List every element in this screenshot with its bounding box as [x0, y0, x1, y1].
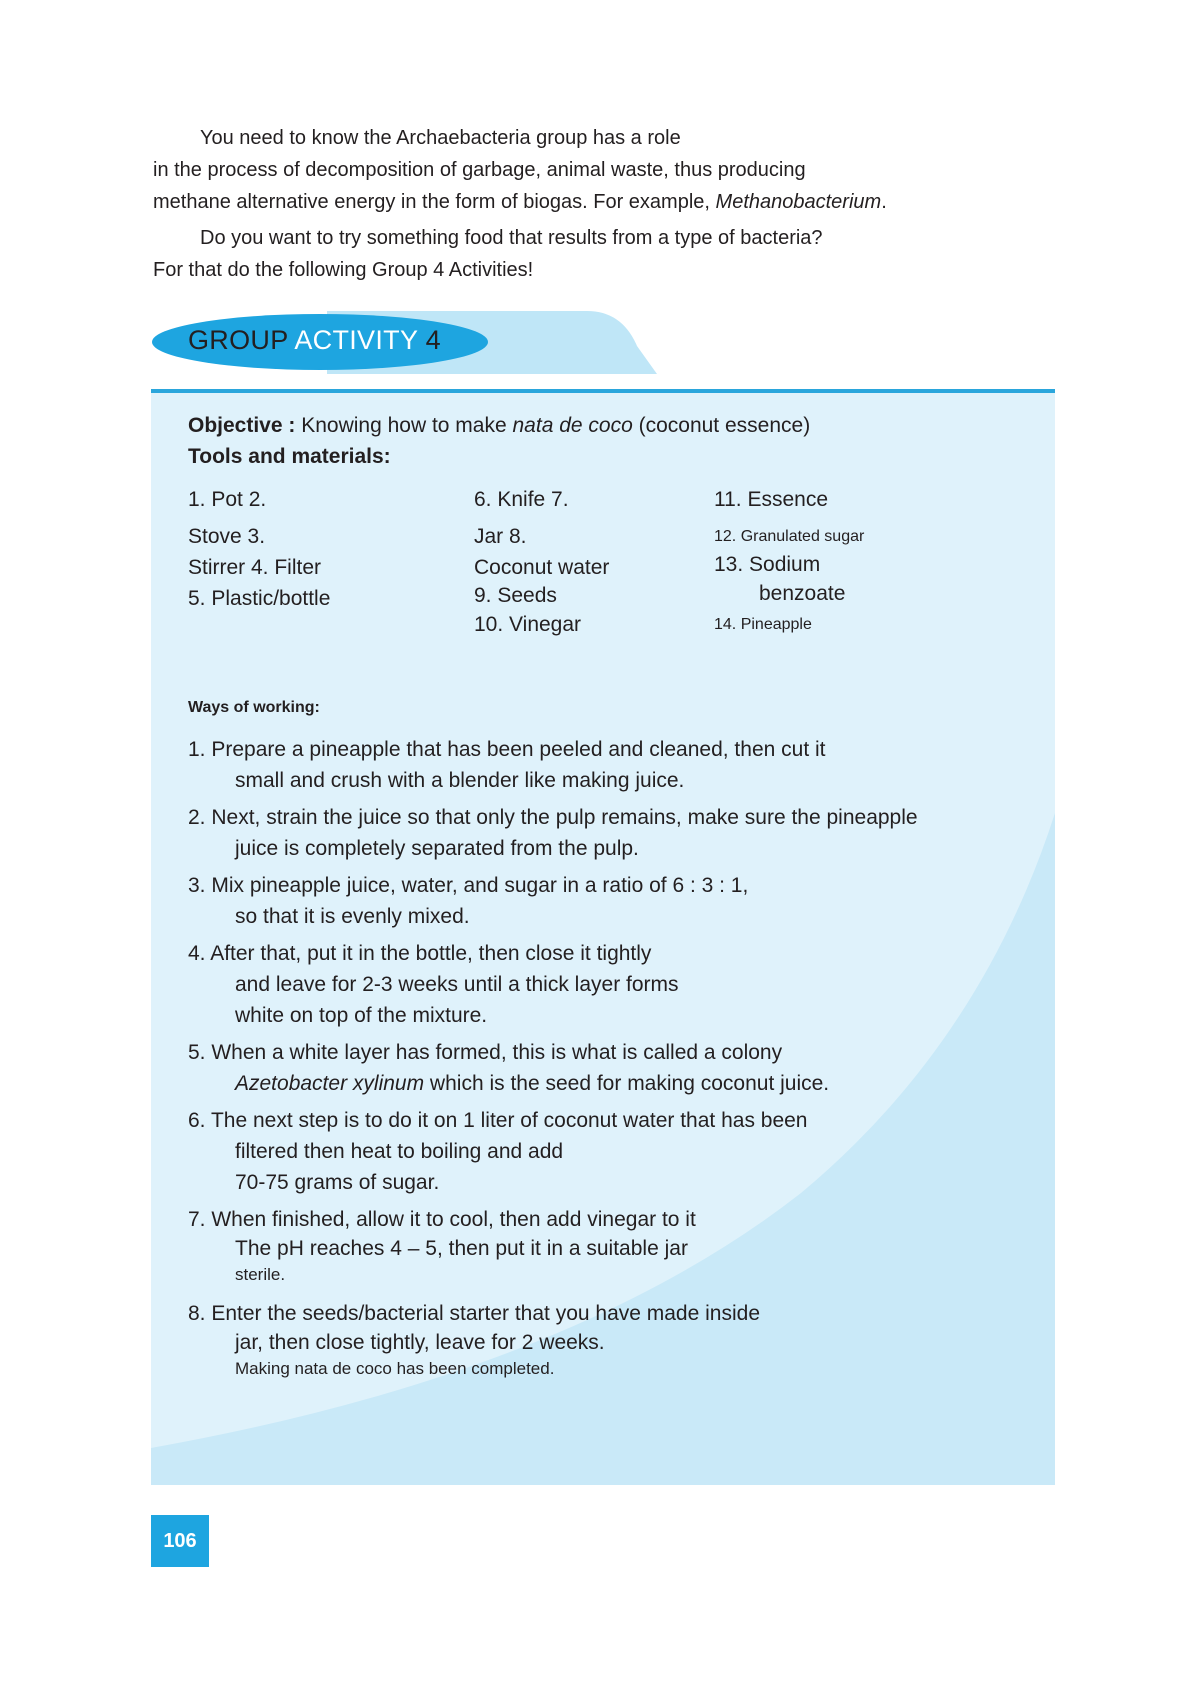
intro-line: For that do the following Group 4 Activities! — [153, 259, 534, 281]
ways-heading: Ways of working: — [188, 699, 320, 716]
tool-item: 13. Sodium — [714, 553, 821, 576]
tools-heading: Tools and materials: — [188, 445, 391, 468]
step-item: 7. When finished, allow it to cool, then add vinegar to it The pH reaches 4 – 5, then put it in a suitable jar sterile. — [188, 1208, 696, 1284]
tool-item: 10. Vinegar — [474, 613, 582, 636]
intro-paragraph-2 — [153, 222, 1053, 286]
intro-line: You need to know the Archaebacteria group has a role — [200, 127, 681, 149]
tool-item: Stove 3. — [188, 525, 266, 548]
tool-item: Coconut water — [474, 556, 610, 579]
page-number: 106 — [151, 1515, 209, 1567]
step-item: 1. Prepare a pineapple that has been peeled and cleaned, then cut it small and crush with a blender like making juice. — [188, 738, 826, 792]
tool-item: 12. Granulated sugar — [714, 528, 865, 545]
tool-item: 14. Pineapple — [714, 616, 812, 633]
intro-paragraph-1 — [153, 122, 1053, 218]
tool-item: 9. Seeds — [474, 584, 557, 607]
step-item: 5. When a white layer has formed, this is what is called a colony Azetobacter xylinum which is the seed for making coconut juice. — [188, 1041, 830, 1095]
step-item: 8. Enter the seeds/bacterial starter that you have made inside jar, then close tightly, leave for 2 weeks. Making nata de coco has been completed. — [188, 1302, 760, 1378]
steps-list — [188, 734, 1048, 1388]
tool-item: 1. Pot 2. — [188, 488, 267, 511]
tool-item: benzoate — [759, 582, 846, 605]
tool-item: 6. Knife 7. — [474, 488, 569, 511]
step-item: 2. Next, strain the juice so that only the pulp remains, make sure the pineapple juice is completely separated from the pulp. — [188, 806, 918, 860]
objective: Objective : Knowing how to make nata de coco (coconut essence) — [188, 414, 811, 437]
tool-item: Jar 8. — [474, 525, 527, 548]
intro-line: Do you want to try something food that results from a type of bacteria? — [200, 227, 823, 249]
tool-item: Stirrer 4. Filter — [188, 556, 322, 579]
tools-column-3 — [714, 484, 864, 640]
tools-column-1 — [188, 484, 330, 614]
tool-item: 11. Essence — [714, 488, 829, 511]
intro-line: methane alternative energy in the form of biogas. For example, Methanobacterium. — [153, 191, 887, 213]
tool-item: 5. Plastic/bottle — [188, 587, 331, 610]
step-item: 6. The next step is to do it on 1 liter of coconut water that has been filtered then heat to boiling and add 70-75 grams of sugar. — [188, 1109, 808, 1194]
step-item: 4. After that, put it in the bottle, then close it tightly and leave for 2-3 weeks until a thick layer forms white on top of the mixture. — [188, 942, 679, 1027]
step-item: 3. Mix pineapple juice, water, and sugar in a ratio of 6 : 3 : 1, so that it is evenly mixed. — [188, 874, 749, 928]
objective-label: Objective : — [188, 414, 296, 437]
tools-column-2 — [474, 484, 609, 640]
example-organism: Methanobacterium — [715, 191, 882, 213]
activity-title: GROUP ACTIVITY 4 — [188, 325, 441, 355]
intro-line: in the process of decomposition of garbage, animal waste, thus producing — [153, 159, 806, 181]
